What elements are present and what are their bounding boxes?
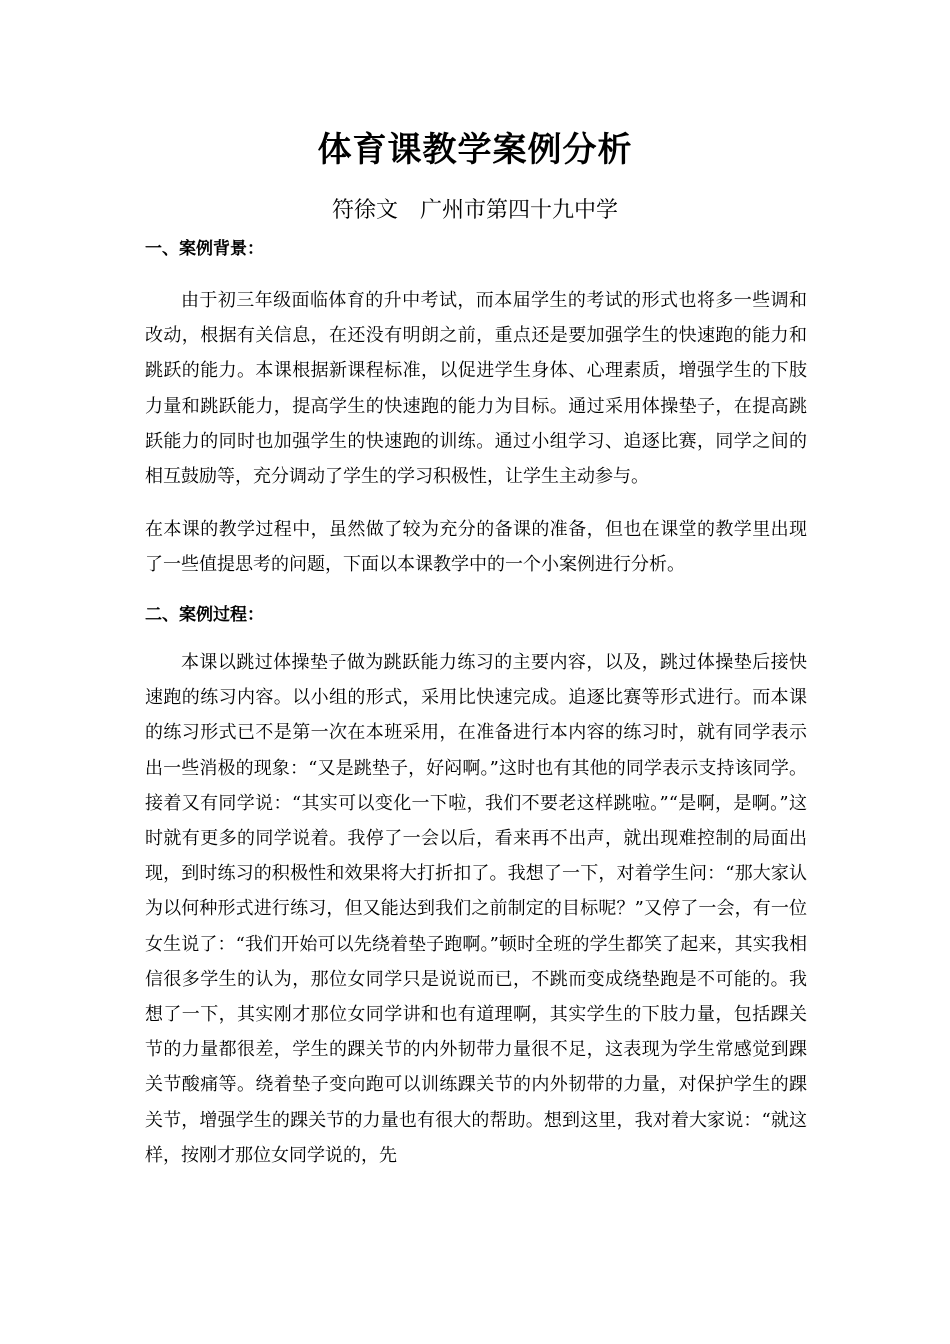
document-title: 体育课教学案例分析 <box>317 130 633 170</box>
section-heading-process: 二、案例过程： <box>145 605 264 625</box>
author-line: 符徐文 广州市第四十九中学 <box>331 198 618 223</box>
paragraph-process-1: 本课以跳过体操垫子做为跳跃能力练习的主要内容，以及，跳过体操垫后接快速跑的练习内容。以小组的形式，采用比快速完成。追逐比赛等形式进行。而本课的练习形式已不是第一次在本班采用，在准备进行本内容的练习时，就有同学表示出一些消极的现象：“又是跳垫子，好闷啊。”这时也有其他的同学表示支持该同学。接着又有同学说：“其实可以变化一下啦，我们不要老这样跳啦。”“是啊，是啊。”这时就有更多的同学说着。我停了一会以后，看来再不出声，就出现难控制的局面出现，到时练习的积极性和效果将大打折扣了。我想了一下，对着学生问：“那大家认为以何种形式进行练习，但又能达到我们之前制定的目标呢？”又停了一会，有一位女生说了：“我们开始可以先绕着垫子跑啊。”顿时全班的学生都笑了起来，其实我相信很多学生的认为，那位女同学只是说说而已，不跳而变成绕垫跑是不可能的。我想了一下，其实刚才那位女同学讲和也有道理啊，其实学生的下肢力量，包括踝关节的力量都很差，学生的踝关节的内外韧带力量很不足，这表现为学生常感觉到踝关节酸痛等。绕着垫子变向跑可以训练踝关节的内外韧带的力量，对保护学生的踝关节，增强学生的踝关节的力量也有很大的帮助。想到这里，我对着大家说：“就这样，按刚才那位女同学说的，先 <box>145 652 807 1166</box>
paragraph-background-2: 在本课的教学过程中，虽然做了较为充分的备课的准备，但也在课堂的教学里出现了一些值提思考的问题，下面以本课教学中的一个小案例进行分析。 <box>145 519 807 576</box>
section-heading-background: 一、案例背景： <box>145 239 264 259</box>
paragraph-background-1: 由于初三年级面临体育的升中考试，而本届学生的考试的形式也将多一些调和改动，根据有关信息，在还没有明朗之前，重点还是要加强学生的快速跑的能力和跳跃的能力。本课根据新课程标准，以促进学生身体、心理素质，增强学生的下肢力量和跳跃能力，提高学生的快速跑的能力为目标。通过采用体操垫子，在提高跳跃能力的同时也加强学生的快速跑的训练。通过小组学习、追逐比赛，同学之间的相互鼓励等，充分调动了学生的学习积极性，让学生主动参与。 <box>145 290 807 488</box>
